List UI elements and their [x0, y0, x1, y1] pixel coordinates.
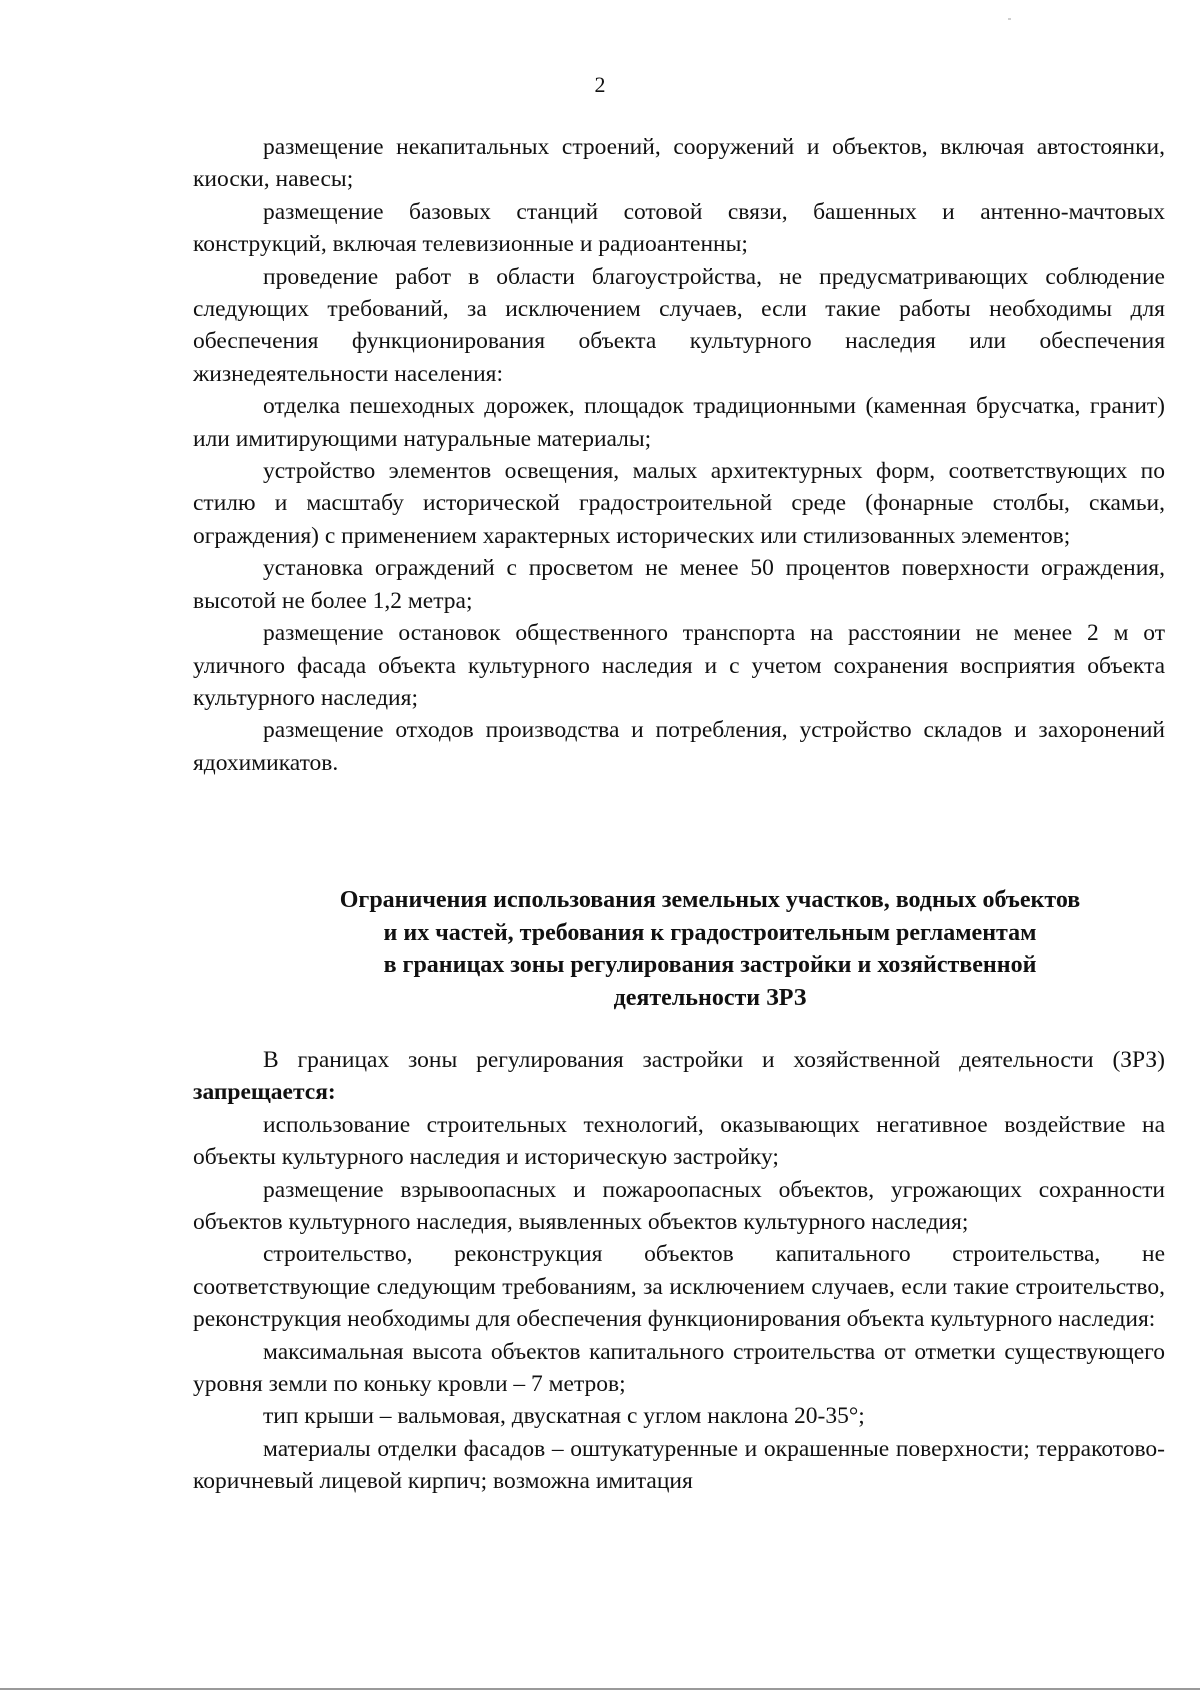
scan-artifact: [1008, 18, 1011, 20]
paragraph: строительство, реконструкция объектов капитального строительства, не соответствующие следующим требованиям, за исключением случаев, если такие строительство, реконструкция необходимы для обеспечения функционирования объекта культурного наследия:: [193, 1241, 1165, 1333]
paragraph: установка ограждений с просветом не менее 50 процентов поверхности ограждения, высотой не более 1,2 метра;: [193, 555, 1165, 614]
section-heading: [260, 884, 1160, 1014]
paragraph: материалы отделки фасадов – оштукатуренные и окрашенные поверхности; терракотово-коричневый лицевой кирпич; возможна имитация: [193, 1435, 1165, 1495]
paragraph: проведение работ в области благоустройства, не предусматривающих соблюдение следующих требований, за исключением случаев, если такие работы необходимы для обеспечения функционирования объекта культурного наследия или обеспечения жизнедеятельности населения:: [193, 263, 1165, 387]
intro-bold-text: запрещается:: [193, 1079, 336, 1106]
paragraph: тип крыши – вальмовая, двускатная с углом наклона 20-35°;: [263, 1403, 865, 1430]
intro-text: В границах зоны регулирования застройки и хозяйственной деятельности (ЗРЗ): [263, 1047, 1165, 1073]
paragraph: размещение отходов производства и потребления, устройство складов и захоронений ядохимикатов.: [193, 717, 1165, 776]
restrictions-list-top: [193, 131, 1165, 779]
paragraph: размещение остановок общественного транспорта на расстоянии не менее 2 м от уличного фасада объекта культурного наследия и с учетом сохранения восприятия объекта культурного наследия;: [193, 620, 1165, 711]
restrictions-list-bottom: [193, 1044, 1165, 1498]
paragraph: размещение базовых станций сотовой связи, башенных и антенно-мачтовых конструкций, включая телевизионные и радиоантенны;: [193, 198, 1165, 258]
paragraph: использование строительных технологий, оказывающих негативное воздействие на объекты культурного наследия и историческую застройку;: [193, 1111, 1165, 1171]
paragraph: отделка пешеходных дорожек, площадок традиционными (каменная брусчатка, гранит) или имитирующими натуральные материалы;: [193, 393, 1165, 452]
paragraph: устройство элементов освещения, малых архитектурных форм, соответствующих по стилю и масштабу исторической градостроительной среде (фонарные столбы, скамьи, ограждения) с применением характерных исторических или стилизованных элементов;: [193, 458, 1165, 549]
paragraph: размещение взрывоопасных и пожароопасных объектов, угрожающих сохранности объектов культурного наследия, выявленных объектов культурного наследия;: [193, 1176, 1165, 1236]
heading-line: в границах зоны регулирования застройки и хозяйственной: [383, 952, 1037, 978]
paragraph: размещение некапитальных строений, сооружений и объектов, включая автостоянки, киоски, навесы;: [193, 134, 1165, 193]
scan-edge-line: [0, 1688, 1200, 1690]
heading-line: деятельности ЗРЗ: [613, 984, 807, 1011]
heading-line: и их частей, требования к градостроительным регламентам: [383, 919, 1037, 946]
paragraph: максимальная высота объектов капитального строительства от отметки существующего уровня земли по коньку кровли – 7 метров;: [193, 1338, 1165, 1398]
page-number: 2: [594, 72, 606, 97]
intro-paragraph: [193, 1044, 1165, 1109]
heading-line: Ограничения использования земельных участков, водных объектов: [339, 887, 1081, 913]
